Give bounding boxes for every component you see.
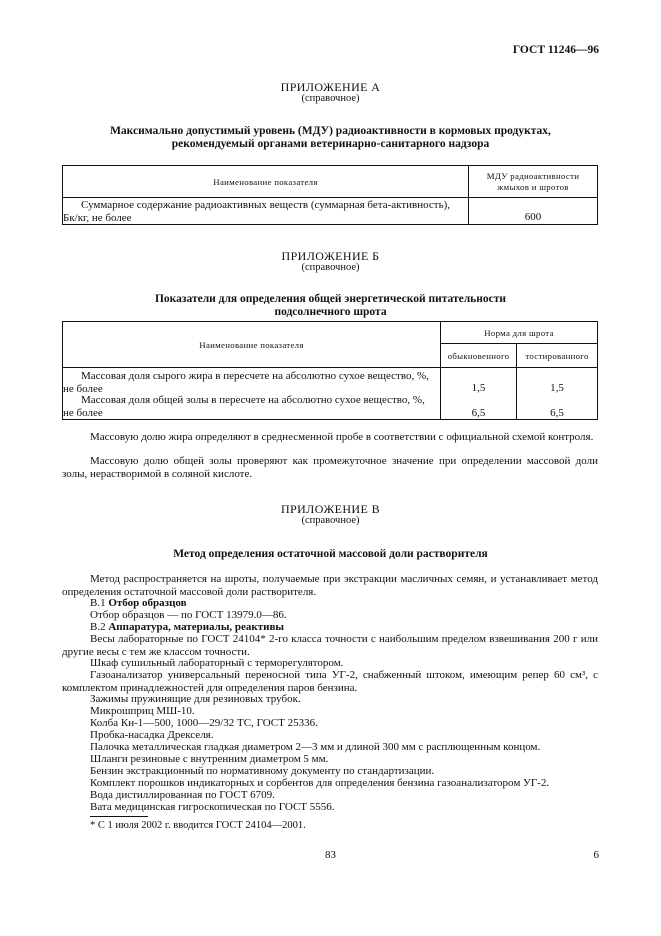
list-item: Вода дистиллированная по ГОСТ 6709. [90, 789, 275, 801]
list-item: Зажимы пружинящие для резиновых трубок. [90, 693, 301, 705]
table-cell [469, 198, 598, 225]
appendix-b-table [62, 321, 598, 420]
row-label: не более [63, 382, 103, 395]
appendix-b-title: ПРИЛОЖЕНИЕ Б [281, 249, 380, 263]
list-item: Комплект порошков индикаторных и сорбентов для определения бензина газоанализатором УГ-2. [90, 777, 550, 789]
list-item: Шланги резиновые с внутренним диаметром 5 мм. [90, 753, 329, 765]
appendix-a-note: (справочное) [301, 93, 360, 104]
appendix-a-title: ПРИЛОЖЕНИЕ А [280, 80, 381, 94]
paragraph: Массовую долю общей золы проверяют как промежуточное значение при определении массовой доли золы, нерастворимой в соляной кислоте. [62, 455, 598, 480]
list-item: Пробка-насадка Дрекселя. [90, 729, 214, 741]
appendix-b-note: (справочное) [301, 262, 360, 273]
table-cell [63, 198, 469, 225]
cell-value: 600 [524, 210, 542, 223]
sheet-number: 6 [593, 849, 599, 861]
appendix-v-heading: Метод определения остаточной массовой доли растворителя [173, 548, 488, 560]
appendix-b-heading-line2: подсолнечного шрота [274, 306, 387, 318]
paragraph: Метод распространяется на шроты, получаемые при экстракции масличных семян, и устанавливает метод определения остаточной массовой доли растворителя. [62, 573, 598, 598]
table-header-cell [469, 166, 598, 198]
appendix-a-heading-line2: рекомендуемый органами ветеринарно-санитарного надзора [171, 138, 490, 150]
section-heading [90, 597, 187, 610]
paragraph: Газоанализатор универсальный переносной типа УГ-2, снабженный штоком, имеющим репер 60 см³, с комплектом принадлежностей для определения паров бензина. [62, 669, 598, 694]
list-item: Вата медицинская гигроскопическая по ГОСТ 5556. [90, 801, 335, 813]
section-heading [90, 621, 284, 634]
list-item: Шкаф сушильный лабораторный с терморегулятором. [90, 657, 344, 669]
cell-value: 1,5 [550, 382, 564, 394]
appendix-v-note: (справочное) [301, 515, 360, 526]
table-cell [517, 368, 598, 420]
cell-value: 6,5 [550, 406, 564, 419]
paragraph: Весы лабораторные по ГОСТ 24104* 2-го класса точности с наибольшим пределом взвешивания 200 г или другие весы с тем же классом точности. [62, 633, 598, 658]
appendix-b-heading-line1: Показатели для определения общей энергетической питательности [154, 293, 507, 305]
list-item: Палочка металлическая гладкая диаметром 2—3 мм и длиной 300 мм с расплющенным концом. [90, 741, 541, 753]
column-header: Норма для шрота [484, 327, 554, 338]
row-label: Массовая доля сырого жира в пересчете на абсолютно сухое вещество, %, [81, 370, 429, 382]
cell-value: 1,5 [471, 382, 486, 394]
page-number: 83 [325, 849, 336, 861]
footnote: * С 1 июля 2002 г. вводится ГОСТ 24104—2001. [90, 820, 306, 831]
cell-value: 6,5 [471, 406, 486, 419]
column-header: МДУ радиоактивности [486, 170, 580, 181]
column-header: жмыхов и шротов [497, 181, 569, 192]
appendix-a-heading-line1: Максимально допустимый уровень (МДУ) радиоактивности в кормовых продуктах, [110, 125, 551, 137]
section-number: В.1 [90, 597, 106, 609]
list-item: Отбор образцов — по ГОСТ 13979.0—86. [90, 609, 287, 621]
table-header-cell [517, 344, 598, 368]
column-header: Наименование показателя [199, 339, 304, 350]
footnote-divider [90, 816, 148, 817]
table-cell [63, 368, 441, 420]
section-title: Отбор образцов [108, 597, 187, 609]
row-label: не более [63, 406, 103, 419]
paragraph: Массовую долю жира определяют в среднесменной пробе в соответствии с официальной схемой контроля. [90, 431, 594, 443]
table-header-cell [63, 166, 469, 198]
column-header: Наименование показателя [213, 176, 318, 187]
column-header: обыкновенного [447, 350, 510, 361]
table-header-cell [63, 322, 441, 368]
standard-number: ГОСТ 11246—96 [512, 44, 599, 56]
table-header-cell [441, 322, 598, 344]
section-number: В.2 [90, 621, 106, 633]
appendix-a-table [62, 165, 598, 225]
list-item: Микрошприц МШ-10. [90, 705, 195, 717]
list-item: Бензин экстракционный по нормативному документу по стандартизации. [90, 765, 435, 777]
appendix-v-title: ПРИЛОЖЕНИЕ В [280, 502, 381, 516]
list-item: Колба Кн-1—500, 1000—29/32 ТС, ГОСТ 25336. [90, 717, 318, 729]
section-title: Аппаратура, материалы, реактивы [108, 621, 285, 633]
row-label: Бк/кг, не более [63, 211, 132, 224]
row-label: Суммарное содержание радиоактивных веществ (суммарная бета-активность), [81, 199, 450, 211]
table-header-cell [441, 344, 517, 368]
column-header: тостированного [525, 350, 589, 361]
table-cell [441, 368, 517, 420]
row-label: Массовая доля общей золы в пересчете на абсолютно сухое вещество, %, [81, 394, 425, 406]
